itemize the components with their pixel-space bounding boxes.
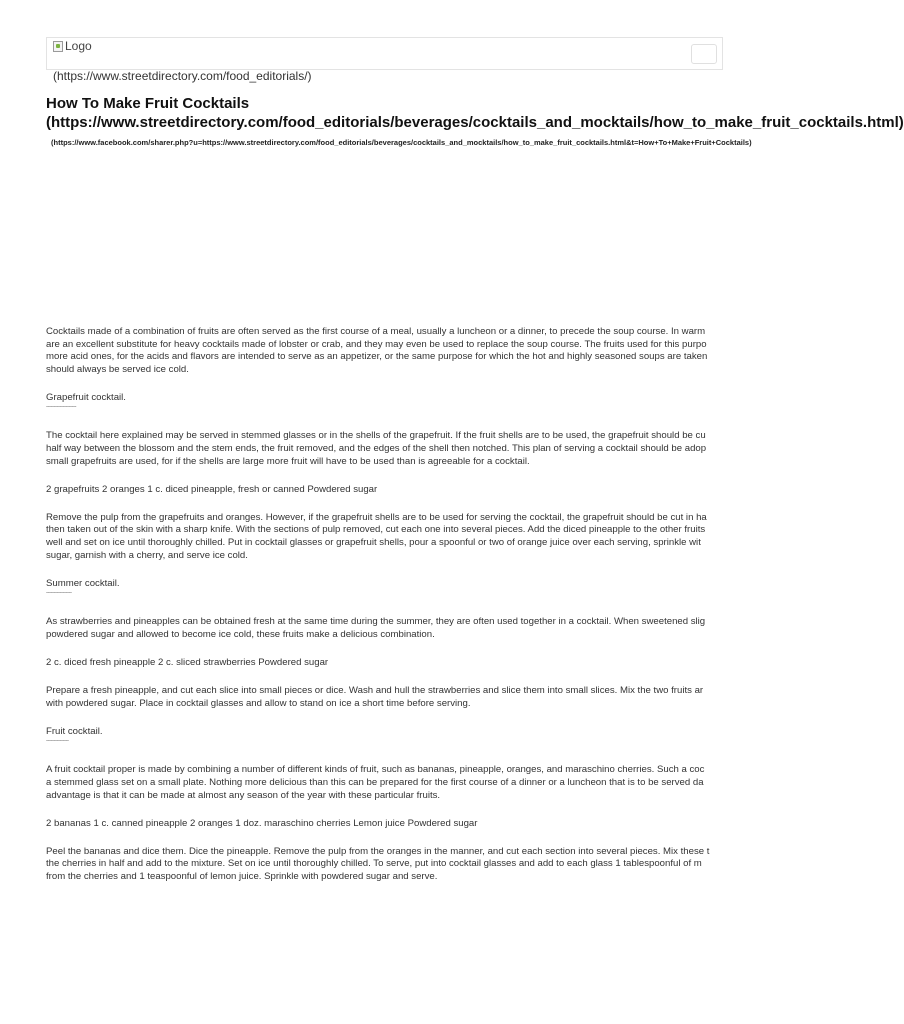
broken-image-icon	[53, 41, 63, 52]
text-line: advantage is that it can be made at almost any season of the year with these particular fruits.	[46, 789, 441, 801]
section-rule: -----------------	[46, 590, 72, 597]
method-paragraph	[46, 846, 734, 884]
text-line: As strawberries and pineapples can be obtained fresh at the same time during the summer, they are often used together in a cocktail. When sweetened slig	[46, 616, 706, 628]
section-description	[46, 430, 734, 468]
intro-paragraph	[46, 326, 734, 376]
text-line: A fruit cocktail proper is made by combining a number of different kinds of fruit, such as bananas, pineapple, oranges, and maraschino cherries. Such a coc	[46, 764, 705, 776]
text-line: Peel the bananas and dice them. Dice the pineapple. Remove the pulp from the oranges in the manner, and cut each section into several pieces. Mix these t	[46, 845, 710, 857]
ingredients-list: 2 grapefruits 2 oranges 1 c. diced pineapple, fresh or canned Powdered sugar	[46, 483, 378, 495]
method-paragraph	[46, 685, 734, 710]
section-description	[46, 764, 734, 802]
text-line: the cherries in half and add to the mixture. Set on ice until thoroughly chilled. To serve, put into cocktail glasses and add to each glass 1 tablespoonful of m	[46, 858, 702, 870]
text-line: then taken out of the skin with a sharp knife. With the sections of pulp removed, cut each one into several pieces. Add the diced pineapple to the other fruits	[46, 524, 706, 536]
section-heading: Grapefruit cocktail.	[46, 391, 126, 403]
article-body	[46, 326, 734, 899]
section-heading: Summer cocktail.	[46, 577, 120, 589]
text-line: The cocktail here explained may be served in stemmed glasses or in the shells of the grapefruit. If the fruit shells are to be used, the grapefruit should be cu	[46, 430, 706, 442]
title-text[interactable]: How To Make Fruit Cocktails	[46, 95, 250, 112]
text-line: a stemmed glass set on a small plate. Nothing more delicious than this can be prepared for the first course of a dinner or a luncheon that is to be served da	[46, 776, 704, 788]
text-line: powdered sugar and allowed to become ice cold, these fruits make a delicious combination.	[46, 628, 435, 640]
section-description	[46, 616, 734, 641]
section-heading: Fruit cocktail.	[46, 725, 103, 737]
text-line: small grapefruits are used, for if the shells are large more fruit will have to be used than is agreeable for a cocktail.	[46, 455, 530, 467]
title-url[interactable]: (https://www.streetdirectory.com/food_editorials/beverages/cocktails_and_mocktails/how_to_make_fruit_cocktails.html)	[46, 114, 904, 131]
text-line: more acid ones, for the acids and flavors are intended to serve as an appetizer, or the same purpose for which the hot and highly seasoned soups are taken	[46, 351, 708, 363]
text-line: from the cherries and 1 teaspoonful of lemon juice. Sprinkle with powdered sugar and serve.	[46, 870, 438, 882]
text-line: half way between the blossom and the stem ends, the fruit removed, and the edges of the shell then notched. This plan of serving a cocktail should be adop	[46, 443, 707, 455]
text-line: Cocktails made of a combination of fruits are often served as the first course of a meal, usually a luncheon or a dinner, to precede the soup course. In warm	[46, 326, 706, 337]
site-header	[46, 37, 723, 70]
ad-placeholder	[46, 160, 736, 310]
ingredients-list: 2 c. diced fresh pineapple 2 c. sliced strawberries Powdered sugar	[46, 657, 329, 668]
article-title[interactable]	[46, 94, 904, 132]
section-rule: --------------------	[46, 404, 76, 411]
menu-toggle-button[interactable]	[691, 44, 717, 64]
facebook-share-link[interactable]: (https://www.facebook.com/sharer.php?u=https://www.streetdirectory.com/food_editorials/beverages/cocktails_and_mocktails/how_to_make_fruit_cocktails.html&t=How+To+Make+Fruit+Cocktails)	[51, 138, 752, 147]
section-rule: ---------------	[46, 738, 69, 745]
logo-alt-text: Logo	[65, 39, 92, 53]
text-line: well and set on ice until thoroughly chilled. Put in cocktail glasses or grapefruit shells, pour a spoonful or two of orange juice over each serving, sprinkle wit	[46, 537, 701, 549]
text-line: Remove the pulp from the grapefruits and oranges. However, if the grapefruit shells are to be used for serving the cocktail, the grapefruit should be cut in ha	[46, 511, 707, 523]
text-line: Prepare a fresh pineapple, and cut each slice into small pieces or dice. Wash and hull the strawberries and slice them into small slices. Mix the two fruits ar	[46, 685, 704, 697]
home-link[interactable]: (https://www.streetdirectory.com/food_editorials/)	[53, 69, 312, 83]
method-paragraph	[46, 512, 734, 562]
text-line: should always be served ice cold.	[46, 363, 189, 375]
text-line: sugar, garnish with a cherry, and serve ice cold.	[46, 549, 248, 561]
ingredients-list: 2 bananas 1 c. canned pineapple 2 oranges 1 doz. maraschino cherries Lemon juice Powdered sugar	[46, 817, 478, 829]
logo-link[interactable]	[53, 39, 92, 53]
text-line: with powdered sugar. Place in cocktail glasses and allow to stand on ice a short time before serving.	[46, 697, 471, 709]
text-line: are an excellent substitute for heavy cocktails made of lobster or crab, and they may even be used to replace the soup course. The fruits used for this purpo	[46, 338, 707, 350]
